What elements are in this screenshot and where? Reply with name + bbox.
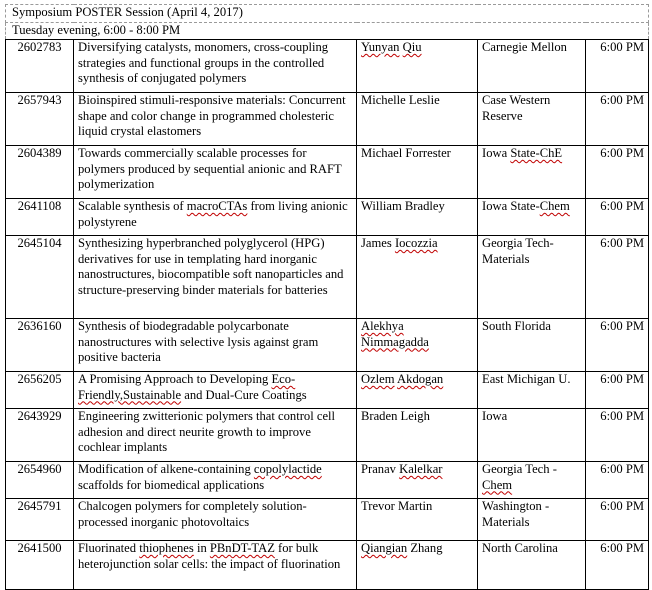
presentation-time: 6:00 PM — [586, 541, 649, 590]
presentation-time: 6:00 PM — [586, 372, 649, 409]
poster-title: Scalable synthesis of macroCTAs from living anionic polystyrene — [74, 199, 357, 236]
presentation-time: 6:00 PM — [586, 499, 649, 541]
poster-title: Chalcogen polymers for completely solution-processed inorganic photovoltaics — [74, 499, 357, 541]
institution: East Michigan U. — [478, 372, 586, 409]
poster-title: Bioinspired stimuli-responsive materials: Concurrent shape and color change in programmed cholesteric liquid crystal elastomers — [74, 93, 357, 146]
presentation-time: 6:00 PM — [586, 93, 649, 146]
poster-title: Diversifying catalysts, monomers, cross-coupling strategies and functional groups in the controlled synthesis of conjugated polymers — [74, 40, 357, 93]
poster-title: Fluorinated thiophenes in PBnDT-TAZ for bulk heterojunction solar cells: the impact of fluorination — [74, 541, 357, 590]
session-title-row — [6, 5, 649, 23]
spelling-mark: Yunyan — [361, 40, 400, 54]
poster-title: Modification of alkene-containing copolylactide scaffolds for biomedical applications — [74, 462, 357, 499]
institution: North Carolina — [478, 541, 586, 590]
institution: Washington - Materials — [478, 499, 586, 541]
table-row — [6, 372, 649, 409]
spelling-mark: State-ChE — [510, 146, 563, 160]
institution: Georgia Tech-Materials — [478, 236, 586, 319]
poster-id: 2645791 — [6, 499, 74, 541]
poster-id: 2643929 — [6, 409, 74, 462]
presenter-name — [357, 372, 478, 409]
poster-id: 2636160 — [6, 319, 74, 372]
table-row — [6, 93, 649, 146]
spelling-mark: thiophenes — [139, 541, 194, 555]
presenter-name: Pranav Kalelkar — [357, 462, 478, 499]
poster-title: Synthesis of biodegradable polycarbonate nanostructures with selective lysis against gram positive bacteria — [74, 319, 357, 372]
spelling-mark: Iocozzia — [394, 236, 438, 250]
presentation-time: 6:00 PM — [586, 236, 649, 319]
poster-session-table — [5, 4, 649, 590]
table-row — [6, 462, 649, 499]
table-row — [6, 40, 649, 93]
poster-title: A Promising Approach to Developing Eco-Friendly,Sustainable and Dual-Cure Coatings — [74, 372, 357, 409]
table-row — [6, 199, 649, 236]
poster-id: 2645104 — [6, 236, 74, 319]
presentation-time: 6:00 PM — [586, 319, 649, 372]
poster-id: 2657943 — [6, 93, 74, 146]
presentation-time: 6:00 PM — [586, 146, 649, 199]
poster-title: Engineering zwitterionic polymers that control cell adhesion and direct neurite growth to improve cochlear implants — [74, 409, 357, 462]
spelling-mark: Chem — [539, 199, 570, 213]
institution: Case Western Reserve — [478, 93, 586, 146]
spelling-mark: copolylactide — [253, 462, 322, 476]
institution: Iowa State-Chem — [478, 199, 586, 236]
spelling-mark: Kalelkar — [399, 462, 443, 476]
spelling-mark: PBnDT-TAZ — [209, 541, 275, 555]
presenter-name: James Iocozzia — [357, 236, 478, 319]
table-row — [6, 409, 649, 462]
presenter-name: Michelle Leslie — [357, 93, 478, 146]
presentation-time: 6:00 PM — [586, 40, 649, 93]
poster-title: Synthesizing hyperbranched polyglycerol (HPG) derivatives for use in templating hard inorganic nanostructures, biocompatible soft nanoparticles and structure-preserving binder materials for batteries — [74, 236, 357, 319]
session-time: Tuesday evening, 6:00 - 8:00 PM — [6, 23, 649, 40]
session-time-row — [6, 23, 649, 40]
presenter-name: Trevor Martin — [357, 499, 478, 541]
institution: Carnegie Mellon — [478, 40, 586, 93]
spelling-mark: Qiu — [402, 40, 422, 54]
presenter-name: Braden Leigh — [357, 409, 478, 462]
spelling-mark: Qiangian — [361, 541, 408, 555]
spelling-mark: Eco-Friendly,Sustainable — [78, 372, 296, 402]
presentation-time: 6:00 PM — [586, 462, 649, 499]
table-row — [6, 236, 649, 319]
poster-title: Towards commercially scalable processes for polymers produced by sequential anionic and RAFT polymerization — [74, 146, 357, 199]
poster-id: 2641108 — [6, 199, 74, 236]
table-row — [6, 319, 649, 372]
presentation-time: 6:00 PM — [586, 199, 649, 236]
poster-id: 2641500 — [6, 541, 74, 590]
institution: Iowa — [478, 409, 586, 462]
spelling-mark: Ozlem — [361, 372, 395, 386]
poster-id: 2604389 — [6, 146, 74, 199]
table-row — [6, 499, 649, 541]
spelling-mark: Alekhya — [361, 319, 404, 333]
poster-id: 2656205 — [6, 372, 74, 409]
spelling-mark: macroCTAs — [186, 199, 248, 213]
session-title: Symposium POSTER Session (April 4, 2017) — [6, 5, 649, 23]
table-row — [6, 541, 649, 590]
poster-id: 2654960 — [6, 462, 74, 499]
institution: South Florida — [478, 319, 586, 372]
institution: Iowa State-ChE — [478, 146, 586, 199]
spelling-mark: Chem — [482, 477, 513, 492]
presentation-time: 6:00 PM — [586, 409, 649, 462]
presenter-name — [357, 319, 478, 372]
poster-id: 2602783 — [6, 40, 74, 93]
spelling-mark: Akdogan — [397, 372, 444, 386]
presenter-name: Qiangian Zhang — [357, 541, 478, 590]
institution: Georgia Tech - Chem — [478, 462, 586, 499]
table-row — [6, 146, 649, 199]
presenter-name: Michael Forrester — [357, 146, 478, 199]
spelling-mark: Nimmagadda — [361, 334, 429, 349]
presenter-name — [357, 40, 478, 93]
presenter-name: William Bradley — [357, 199, 478, 236]
